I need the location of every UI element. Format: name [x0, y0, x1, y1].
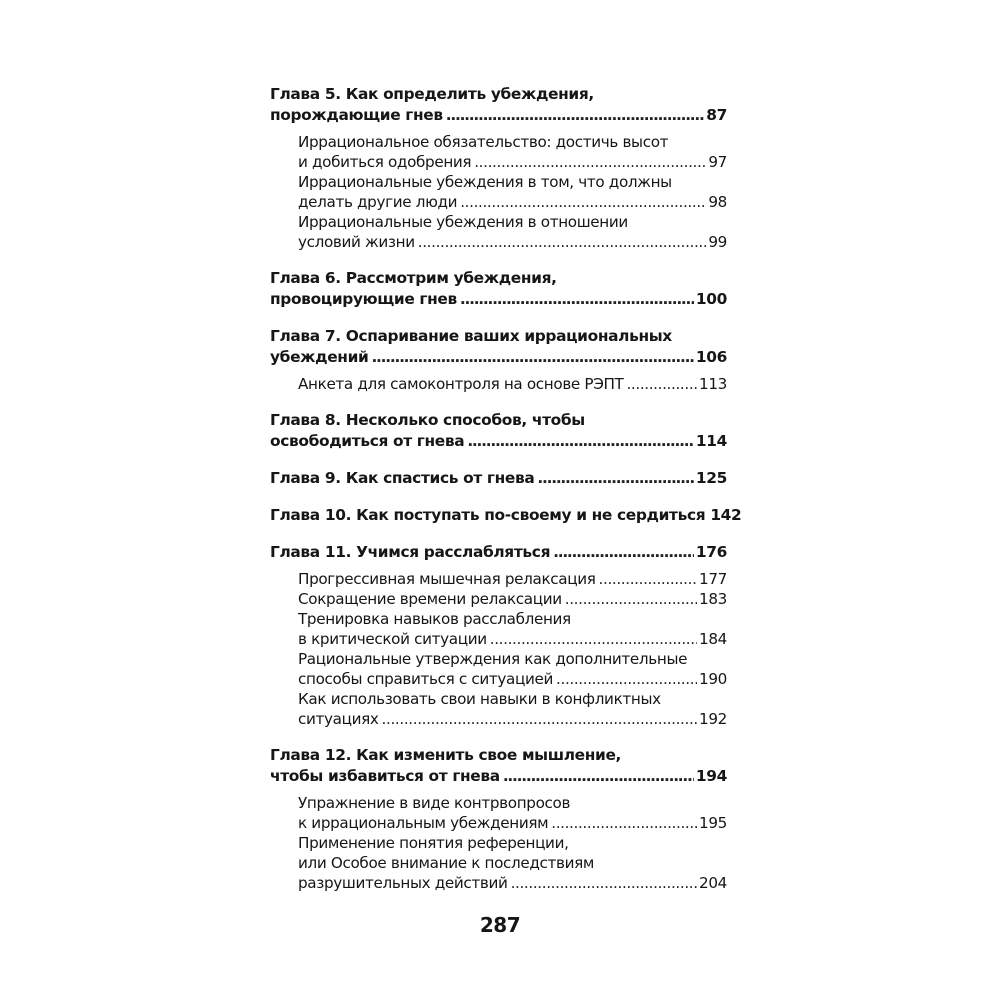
entry-line [298, 569, 727, 589]
section-title: Как использовать свои навыки в конфликтных [298, 690, 661, 708]
section-entry [270, 689, 727, 729]
entry-line [270, 84, 727, 105]
entry-line [298, 833, 727, 853]
page-ref: 99 [708, 233, 727, 251]
entry-line [298, 649, 727, 669]
page-ref: 125 [695, 469, 727, 487]
section-entry [270, 212, 727, 252]
page-ref: 114 [695, 432, 727, 450]
entry-line [270, 347, 727, 368]
page-ref: 87 [706, 106, 727, 124]
section-title: Рациональные утверждения как дополнительные [298, 650, 688, 668]
chapter-title: Глава 11. Учимся расслабляться [270, 543, 551, 561]
section-title: разрушительных действий [298, 874, 508, 892]
dot-leader [503, 766, 694, 787]
page-ref: 183 [699, 590, 727, 608]
page-ref: 177 [699, 570, 727, 588]
dot-leader [565, 589, 697, 609]
section-title: способы справиться с ситуацией [298, 670, 554, 688]
entry-line [298, 374, 727, 394]
entry-line [270, 542, 727, 563]
entry-line [298, 873, 727, 893]
page-ref: 192 [699, 710, 727, 728]
chapter-title: провоцирующие гнев [270, 290, 457, 308]
page-ref: 100 [695, 290, 727, 308]
chapter-title: Глава 9. Как спастись от гнева [270, 469, 535, 487]
dot-leader [551, 813, 697, 833]
page-ref: 184 [699, 630, 727, 648]
entry-line [298, 232, 727, 252]
entry-line [270, 431, 727, 452]
section-title: Иррациональные убеждения в том, что должны [298, 173, 672, 191]
page-ref: 113 [699, 375, 727, 393]
entry-line [270, 268, 727, 289]
page-ref: 106 [695, 348, 727, 366]
section-title: ситуациях [298, 710, 379, 728]
dot-leader [537, 468, 694, 489]
section-entry [270, 172, 727, 212]
section-title: к иррациональным убеждениям [298, 814, 549, 832]
dot-leader [474, 152, 706, 172]
entry-line [298, 793, 727, 813]
section-title: Тренировка навыков расслабления [298, 610, 571, 628]
section-title: Иррациональное обязательство: достичь высот [298, 133, 669, 151]
entry-line [298, 589, 727, 609]
chapter-entry [270, 410, 727, 452]
section-title: Упражнение в виде контрвопросов [298, 794, 571, 812]
dot-leader [511, 873, 697, 893]
entry-line [298, 132, 727, 152]
section-entry [270, 833, 727, 893]
entry-line [298, 152, 727, 172]
section-title: и добиться одобрения [298, 153, 472, 171]
entry-line [298, 689, 727, 709]
dot-leader [553, 542, 694, 563]
entry-line [298, 629, 727, 649]
chapter-title: порождающие гнев [270, 106, 443, 124]
entry-line [270, 505, 742, 526]
entry-line [298, 212, 727, 232]
section-entry [270, 793, 727, 833]
chapter-title: Глава 6. Рассмотрим убеждения, [270, 269, 557, 287]
entry-line [270, 468, 727, 489]
chapter-entry [270, 84, 727, 126]
section-entry [270, 649, 727, 689]
entry-line [298, 813, 727, 833]
section-entry [270, 132, 727, 172]
dot-leader [382, 709, 698, 729]
dot-leader [467, 431, 694, 452]
page-ref: 98 [708, 193, 727, 211]
page-ref: 176 [695, 543, 727, 561]
section-title: Применение понятия референции, [298, 834, 569, 852]
entry-line [298, 172, 727, 192]
section-entry [270, 609, 727, 649]
entry-line [298, 669, 727, 689]
page-number: 287 [479, 913, 521, 937]
section-title: или Особое внимание к последствиям [298, 854, 595, 872]
section-title: в критической ситуации [298, 630, 487, 648]
entry-line [298, 853, 727, 873]
entry-line [298, 709, 727, 729]
entry-line [298, 192, 727, 212]
entry-line [270, 289, 727, 310]
chapter-entry [270, 268, 727, 310]
chapter-title: Глава 12. Как изменить свое мышление, [270, 746, 622, 764]
page-ref: 195 [699, 814, 727, 832]
chapter-title: Глава 7. Оспаривание ваших иррациональных [270, 327, 672, 345]
chapter-title: убеждений [270, 348, 369, 366]
entry-line [270, 745, 727, 766]
section-title: Иррациональные убеждения в отношении [298, 213, 628, 231]
entry-line [270, 105, 727, 126]
chapter-entry [270, 326, 727, 368]
section-title: Сокращение времени релаксации [298, 590, 562, 608]
dot-leader [599, 569, 698, 589]
chapter-entry [270, 745, 727, 787]
section-title: условий жизни [298, 233, 415, 251]
chapter-entry [270, 468, 727, 489]
page-ref: 204 [699, 874, 727, 892]
chapter-title: Глава 5. Как определить убеждения, [270, 85, 594, 103]
chapter-title: чтобы избавиться от гнева [270, 767, 500, 785]
section-entry [270, 374, 727, 394]
table-of-contents [270, 84, 742, 893]
dot-leader [490, 629, 697, 649]
page-ref: 97 [708, 153, 727, 171]
dot-leader [371, 347, 693, 368]
section-title: делать другие люди [298, 193, 458, 211]
section-entry [270, 589, 727, 609]
chapter-title: Глава 8. Несколько способов, чтобы [270, 411, 585, 429]
chapter-entry [270, 542, 727, 563]
chapter-title: освободиться от гнева [270, 432, 465, 450]
section-title: Анкета для самоконтроля на основе РЭПТ [298, 375, 624, 393]
chapter-entry [270, 505, 742, 526]
dot-leader [460, 192, 706, 212]
section-title: Прогрессивная мышечная релаксация [298, 570, 596, 588]
entry-line [270, 410, 727, 431]
chapter-title: Глава 10. Как поступать по-своему и не сердиться [270, 506, 706, 524]
section-entry [270, 569, 727, 589]
page-ref: 194 [695, 767, 727, 785]
page-ref: 142 [710, 506, 742, 524]
page-ref: 190 [699, 670, 727, 688]
dot-leader [460, 289, 694, 310]
dot-leader [418, 232, 707, 252]
entry-line [298, 609, 727, 629]
entry-line [270, 326, 727, 347]
dot-leader [556, 669, 697, 689]
entry-line [270, 766, 727, 787]
dot-leader [446, 105, 705, 126]
dot-leader [626, 374, 697, 394]
